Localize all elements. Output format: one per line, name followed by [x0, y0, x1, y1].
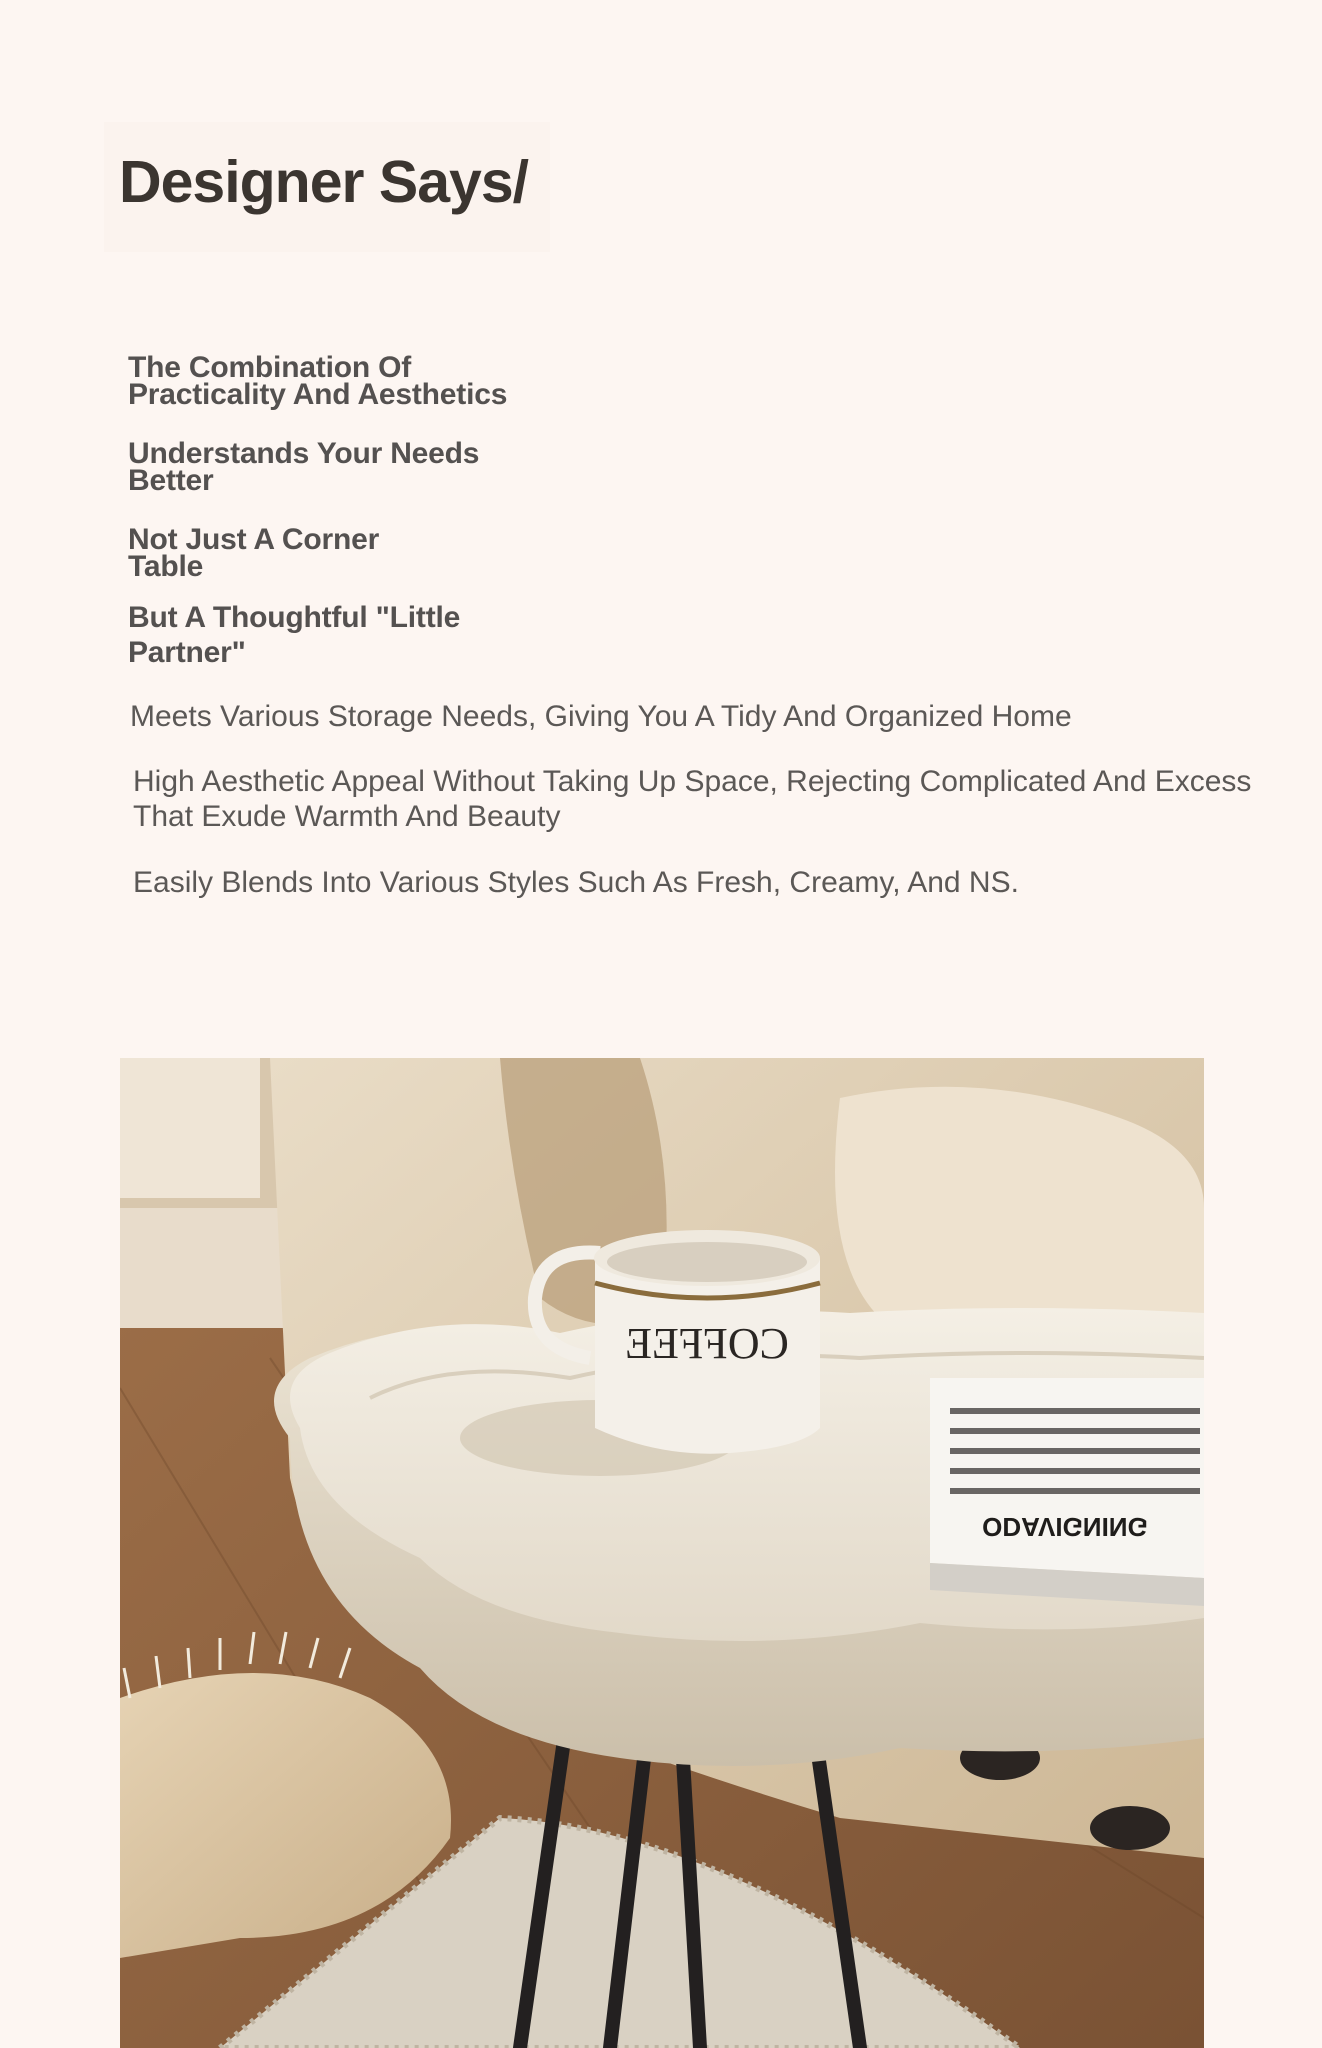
heading-line: The Combination Of	[128, 351, 412, 384]
feature-paragraph-1	[130, 699, 1072, 734]
paragraph-line: That Exude Warmth And Beauty	[133, 800, 561, 833]
heading-line: Not Just A Corner	[128, 523, 380, 556]
mug-label: COFFEE	[625, 1319, 789, 1368]
left-bed-base	[120, 1208, 295, 1328]
product-photo	[120, 1058, 1204, 2048]
mug-inside	[607, 1242, 807, 1282]
book-title: ODAVIGNING	[982, 1512, 1148, 1542]
heading-line: Understands Your Needs	[128, 437, 480, 470]
heading-line: But A Thoughtful "Little	[128, 601, 461, 634]
heading-line: Practicality And Aesthetics	[128, 378, 508, 411]
sofa-foot	[1090, 1806, 1170, 1850]
feature-heading-2	[128, 437, 480, 497]
paragraph-line: Easily Blends Into Various Styles Such As Fresh, Creamy, And NS.	[133, 866, 1019, 899]
feature-heading-4	[128, 600, 460, 670]
feature-heading-1	[128, 351, 508, 411]
feature-paragraph-3	[133, 865, 1019, 900]
feature-paragraph-2	[133, 764, 1251, 834]
heading-line: Table	[128, 550, 204, 583]
heading-line: Partner"	[128, 636, 246, 669]
left-bed-pillow	[120, 1058, 260, 1198]
heading-line: Better	[128, 464, 214, 497]
paragraph-line: Meets Various Storage Needs, Giving You A Tidy And Organized Home	[130, 700, 1072, 733]
paragraph-line: High Aesthetic Appeal Without Taking Up Space, Rejecting Complicated And Excess	[133, 765, 1252, 798]
feature-heading-3	[128, 523, 380, 583]
page-title: Designer Says/	[104, 122, 550, 252]
product-photo-illustration	[120, 1058, 1204, 2048]
